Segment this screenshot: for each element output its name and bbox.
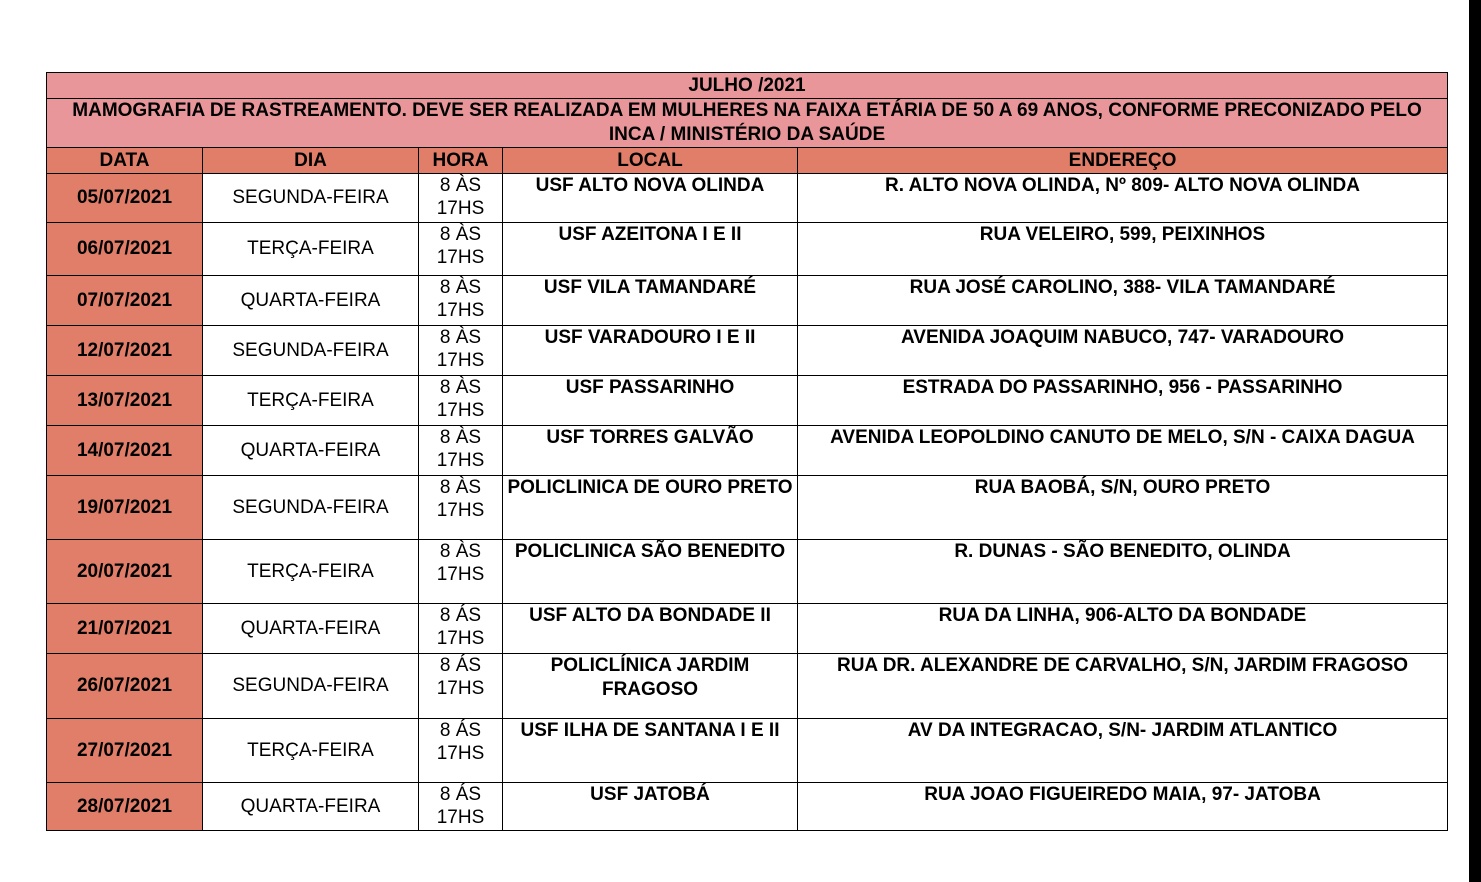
local-cell: USF JATOBÁ: [503, 783, 798, 831]
address-cell: AVENIDA JOAQUIM NABUCO, 747- VARADOURO: [798, 326, 1448, 376]
address-cell: AVENIDA LEOPOLDINO CANUTO DE MELO, S/N - CAIXA DAGUA: [798, 426, 1448, 476]
screening-description: MAMOGRAFIA DE RASTREAMENTO. DEVE SER REALIZADA EM MULHERES NA FAIXA ETÁRIA DE 50 A 69 ANOS, CONFORME PRECONIZADO PELO INCA / MINISTÉRIO DA SAÚDE: [47, 99, 1448, 148]
address-cell: R. DUNAS - SÃO BENEDITO, OLINDA: [798, 540, 1448, 604]
day-cell: SEGUNDA-FEIRA: [203, 174, 419, 223]
header-local: LOCAL: [503, 148, 798, 174]
subtitle-row: [47, 99, 1448, 148]
table-row: [47, 326, 1448, 376]
table-row: [47, 426, 1448, 476]
table-row: [47, 174, 1448, 223]
hour-cell: 8 ÁS 17HS: [419, 719, 503, 783]
hour-cell: 8 ÁS 17HS: [419, 654, 503, 719]
header-day: DIA: [203, 148, 419, 174]
day-cell: QUARTA-FEIRA: [203, 604, 419, 654]
local-cell: USF ALTO DA BONDADE II: [503, 604, 798, 654]
address-cell: AV DA INTEGRACAO, S/N- JARDIM ATLANTICO: [798, 719, 1448, 783]
local-cell: POLICLÍNICA JARDIM FRAGOSO: [503, 654, 798, 719]
day-cell: SEGUNDA-FEIRA: [203, 476, 419, 540]
hour-cell: 8 ÁS 17HS: [419, 783, 503, 831]
column-header-row: [47, 148, 1448, 174]
table-row: [47, 223, 1448, 276]
table-row: [47, 540, 1448, 604]
day-cell: QUARTA-FEIRA: [203, 783, 419, 831]
header-address: ENDEREÇO: [798, 148, 1448, 174]
table-row: [47, 276, 1448, 326]
address-cell: RUA DA LINHA, 906-ALTO DA BONDADE: [798, 604, 1448, 654]
table-row: [47, 654, 1448, 719]
hour-cell: 8 ÀS 17HS: [419, 426, 503, 476]
local-cell: USF VILA TAMANDARÉ: [503, 276, 798, 326]
hour-cell: 8 ÀS 17HS: [419, 376, 503, 426]
hour-cell: 8 ÀS 17HS: [419, 326, 503, 376]
date-cell: 14/07/2021: [47, 426, 203, 476]
address-cell: RUA JOSÉ CAROLINO, 388- VILA TAMANDARÉ: [798, 276, 1448, 326]
date-cell: 12/07/2021: [47, 326, 203, 376]
mammography-schedule-table: [46, 72, 1448, 831]
local-cell: USF ILHA DE SANTANA I E II: [503, 719, 798, 783]
local-cell: POLICLINICA DE OURO PRETO: [503, 476, 798, 540]
hour-cell: 8 ÀS 17HS: [419, 223, 503, 276]
local-cell: USF PASSARINHO: [503, 376, 798, 426]
day-cell: SEGUNDA-FEIRA: [203, 326, 419, 376]
date-cell: 28/07/2021: [47, 783, 203, 831]
hour-cell: 8 ÀS 17HS: [419, 476, 503, 540]
table-row: [47, 783, 1448, 831]
day-cell: TERÇA-FEIRA: [203, 223, 419, 276]
address-cell: RUA DR. ALEXANDRE DE CARVALHO, S/N, JARDIM FRAGOSO: [798, 654, 1448, 719]
hour-cell: 8 ÀS 17HS: [419, 540, 503, 604]
table-row: [47, 376, 1448, 426]
local-cell: USF ALTO NOVA OLINDA: [503, 174, 798, 223]
day-cell: SEGUNDA-FEIRA: [203, 654, 419, 719]
hour-cell: 8 ÁS 17HS: [419, 604, 503, 654]
date-cell: 21/07/2021: [47, 604, 203, 654]
date-cell: 05/07/2021: [47, 174, 203, 223]
date-cell: 26/07/2021: [47, 654, 203, 719]
date-cell: 19/07/2021: [47, 476, 203, 540]
address-cell: ESTRADA DO PASSARINHO, 956 - PASSARINHO: [798, 376, 1448, 426]
table-row: [47, 476, 1448, 540]
address-cell: RUA JOAO FIGUEIREDO MAIA, 97- JATOBA: [798, 783, 1448, 831]
hour-cell: 8 ÀS 17HS: [419, 276, 503, 326]
day-cell: QUARTA-FEIRA: [203, 426, 419, 476]
date-cell: 13/07/2021: [47, 376, 203, 426]
address-cell: R. ALTO NOVA OLINDA, Nº 809- ALTO NOVA OLINDA: [798, 174, 1448, 223]
address-cell: RUA BAOBÁ, S/N, OURO PRETO: [798, 476, 1448, 540]
header-hour: HORA: [419, 148, 503, 174]
day-cell: TERÇA-FEIRA: [203, 540, 419, 604]
local-cell: POLICLINICA SÃO BENEDITO: [503, 540, 798, 604]
address-cell: RUA VELEIRO, 599, PEIXINHOS: [798, 223, 1448, 276]
date-cell: 20/07/2021: [47, 540, 203, 604]
day-cell: TERÇA-FEIRA: [203, 376, 419, 426]
day-cell: QUARTA-FEIRA: [203, 276, 419, 326]
local-cell: USF TORRES GALVÃO: [503, 426, 798, 476]
table-row: [47, 719, 1448, 783]
screen-edge-bar: [1469, 0, 1481, 882]
date-cell: 07/07/2021: [47, 276, 203, 326]
month-title: JULHO /2021: [47, 73, 1448, 99]
title-row: [47, 73, 1448, 99]
local-cell: USF AZEITONA I E II: [503, 223, 798, 276]
day-cell: TERÇA-FEIRA: [203, 719, 419, 783]
table-row: [47, 604, 1448, 654]
hour-cell: 8 ÀS 17HS: [419, 174, 503, 223]
date-cell: 27/07/2021: [47, 719, 203, 783]
local-cell: USF VARADOURO I E II: [503, 326, 798, 376]
date-cell: 06/07/2021: [47, 223, 203, 276]
header-date: DATA: [47, 148, 203, 174]
